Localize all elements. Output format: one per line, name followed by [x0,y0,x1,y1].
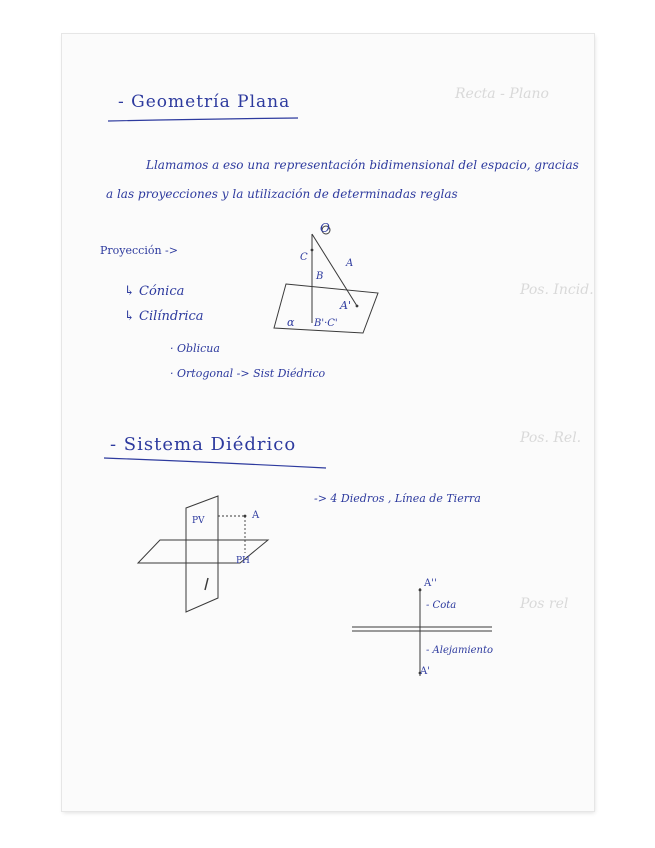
paragraph-line-2: a las proyecciones y la utilización de determinadas reglas [106,187,458,201]
label-ortogonal: · Ortogonal -> Sist Diédrico [170,367,326,380]
ghost-text-header: Recta - Plano [455,86,549,102]
label-conica: ↳ Cónica [124,284,185,299]
note-diedros: -> 4 Diedros , Línea de Tierra [314,492,481,505]
fig2-label-pv: PV [192,516,205,526]
fig1-label-a: A [346,258,354,269]
fig1-label-c: C [300,252,308,263]
ghost-text-2: Pos. Rel. [520,430,582,446]
fig1-label-alpha: α [287,316,295,329]
ghost-text-3: Pos rel [520,596,569,612]
ghost-text-1: Pos. Incid. [520,282,594,298]
label-oblicua: · Oblicua [170,342,220,355]
fig1-label-b: B [316,271,324,282]
paragraph-line-1: Llamamos a eso una representación bidimensional del espacio, gracias [146,158,579,172]
section-title-sistema-diedrico: - Sistema Diédrico [110,434,297,455]
fig2-label-ph: PH [236,556,250,566]
fig3-label-alejamiento: - Alejamiento [426,645,494,656]
fig1-label-o: O [320,221,330,235]
fig1-label-bc-prime: B'·C' [314,318,338,329]
fig1-label-a-prime: A' [340,299,351,312]
section-title-geometria: - Geometría Plana [118,92,291,112]
fig3-label-cota: - Cota [426,600,457,611]
fig3-label-a-double-prime: A'' [424,578,437,589]
fig2-label-a: A [252,510,260,521]
label-cilindrica: ↳ Cilíndrica [124,309,204,324]
fig3-label-a-prime: A' [420,666,430,677]
label-proyeccion: Proyección -> [100,244,178,257]
